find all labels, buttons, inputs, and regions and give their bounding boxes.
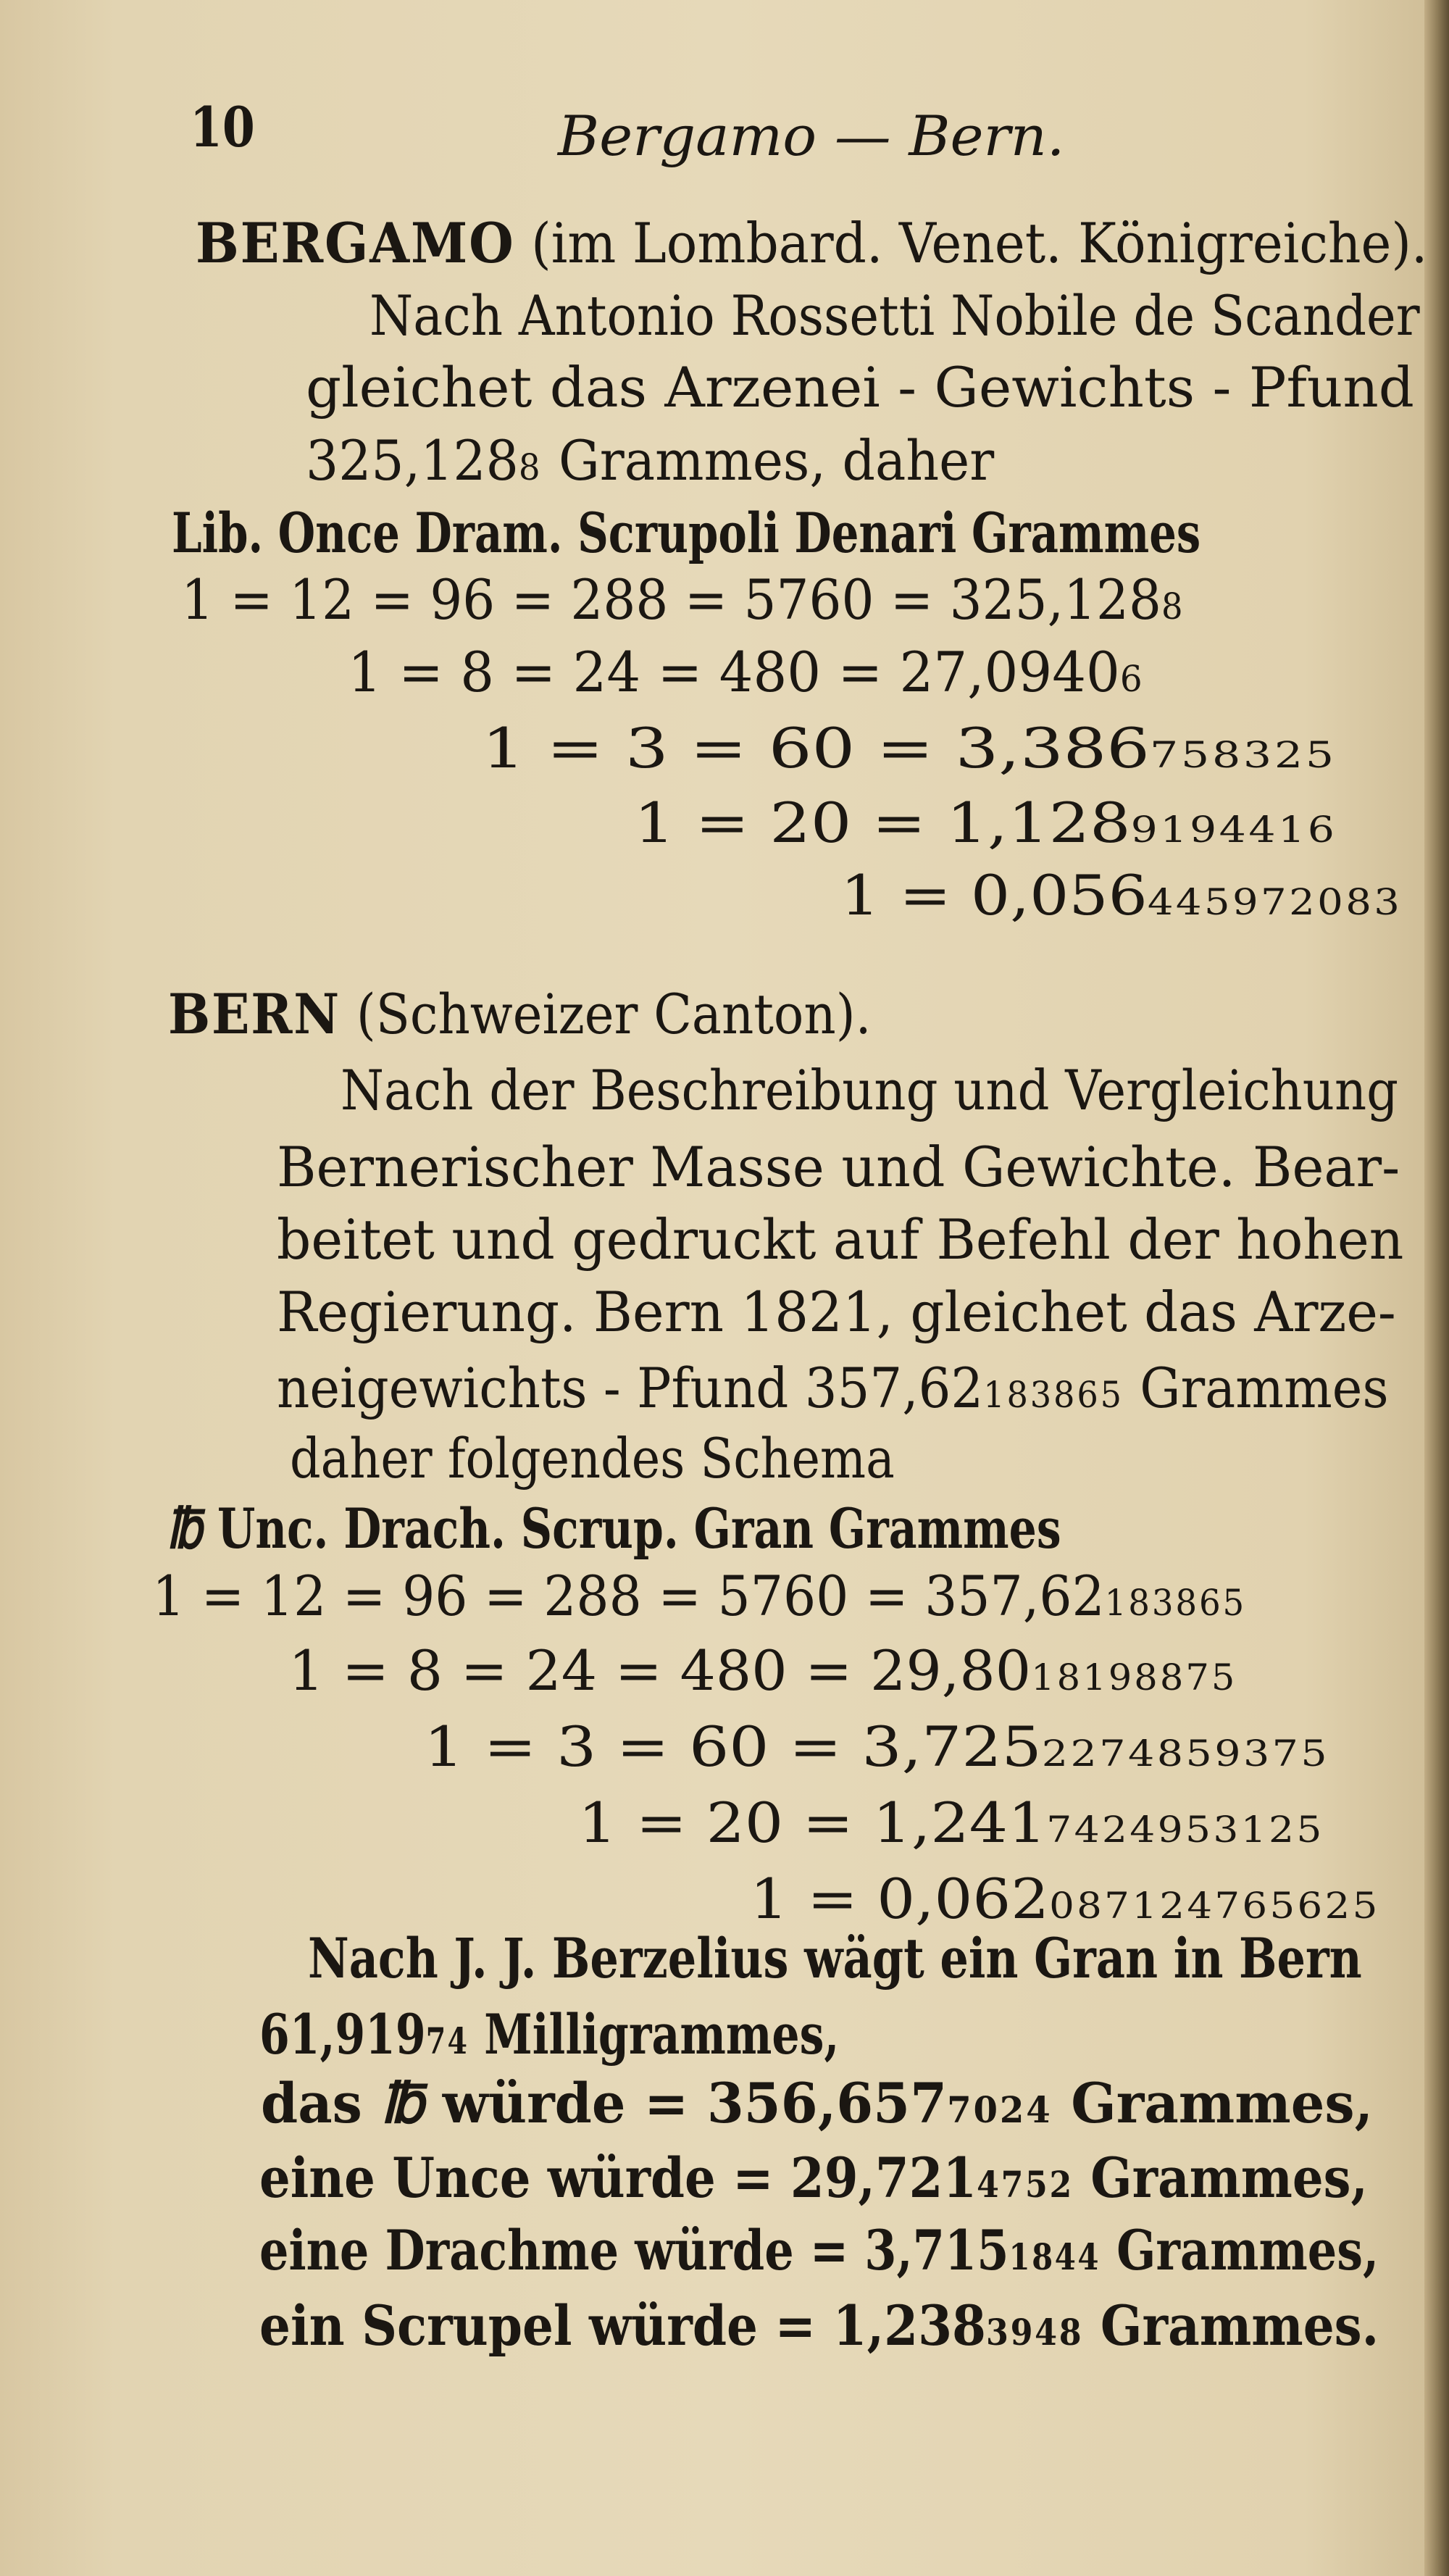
page-spine-edge <box>1424 0 1449 2576</box>
bern-table-row: 1 = 3 = 60 = 3,7252274859375 <box>424 1714 1330 1779</box>
bergamo-table-row: 1 = 20 = 1,1289194416 <box>634 791 1337 855</box>
bern-table-header: ℔ Unc. Drach. Scrup. Gran Grammes <box>167 1496 1061 1561</box>
bern-heading: BERN <box>168 982 341 1046</box>
page-number: 10 <box>190 95 255 159</box>
bergamo-pfund-line <box>306 428 995 493</box>
bern-table-row: 1 = 20 = 1,2417424953125 <box>578 1791 1324 1855</box>
bergamo-heading-line <box>196 211 1428 275</box>
bergamo-table-row: 1 = 0,056445972083 <box>840 863 1403 928</box>
pound-symbol: ℔ <box>167 1496 203 1561</box>
bergamo-table-row: 1 = 12 = 96 = 288 = 5760 = 325,1288 <box>181 567 1185 632</box>
bergamo-pfund-rest: Grammes, daher <box>542 428 995 493</box>
bern-table-row: 1 = 8 = 24 = 480 = 29,8018198875 <box>288 1638 1237 1703</box>
bern-intro-line-4: Regierung. Bern 1821, gleichet das Arze- <box>277 1280 1396 1344</box>
bern-intro-line-3: beitet und gedruckt auf Befehl der hohen <box>277 1207 1404 1272</box>
pound-symbol: ℔ <box>380 2071 425 2135</box>
bern-intro-line-2: Bernerischer Masse und Gewichte. Bear- <box>277 1135 1400 1199</box>
bern-heading-line <box>168 982 872 1046</box>
bern-pfund-line: neigewichts - Pfund 357,62183865 Grammes <box>277 1356 1389 1420</box>
bern-heading-rest: (Schweizer Canton). <box>341 982 872 1046</box>
bergamo-intro-line-2: gleichet das Arzenei - Gewichts - Pfund <box>306 355 1414 420</box>
bern-intro-line-1: Nach der Beschreibung und Vergleichung <box>341 1058 1399 1122</box>
bergamo-table-row: 1 = 3 = 60 = 3,386758325 <box>482 716 1337 780</box>
bergamo-heading-rest: (im Lombard. Venet. Königreiche). <box>514 211 1428 275</box>
bern-schema-line: daher folgendes Schema <box>290 1426 895 1491</box>
bergamo-intro-line-1: Nach Antonio Rossetti Nobile de Scander <box>369 283 1420 348</box>
berzelius-line-1: Nach J. J. Berzelius wägt ein Gran in Bern <box>308 1926 1362 1991</box>
berzelius-conversion-unce: eine Unce würde = 29,7214752 Grammes, <box>259 2146 1368 2210</box>
berzelius-conversion-pound: das ℔ würde = 356,6577024 Grammes, <box>261 2071 1374 2135</box>
berzelius-conversion-drachme: eine Drachme würde = 3,7151844 Grammes, <box>259 2218 1379 2283</box>
bergamo-table-header: Lib. Once Dram. Scrupoli Denari Grammes <box>172 501 1201 565</box>
bergamo-table-row: 1 = 8 = 24 = 480 = 27,09406 <box>348 640 1145 704</box>
running-head: Bergamo — Bern. <box>558 104 1065 168</box>
bern-table-row: 1 = 0,062087124765625 <box>750 1867 1380 1931</box>
bergamo-pfund-value-small: 8 <box>518 446 543 488</box>
berzelius-line-2: 61,91974 Milligrammes, <box>259 2002 840 2067</box>
bergamo-pfund-value: 325,128 <box>306 428 519 493</box>
bergamo-heading: BERGAMO <box>196 211 515 275</box>
berzelius-conversion-scrupel: ein Scrupel würde = 1,2383948 Grammes. <box>259 2293 1379 2358</box>
bern-table-row: 1 = 12 = 96 = 288 = 5760 = 357,62183865 <box>152 1564 1247 1628</box>
